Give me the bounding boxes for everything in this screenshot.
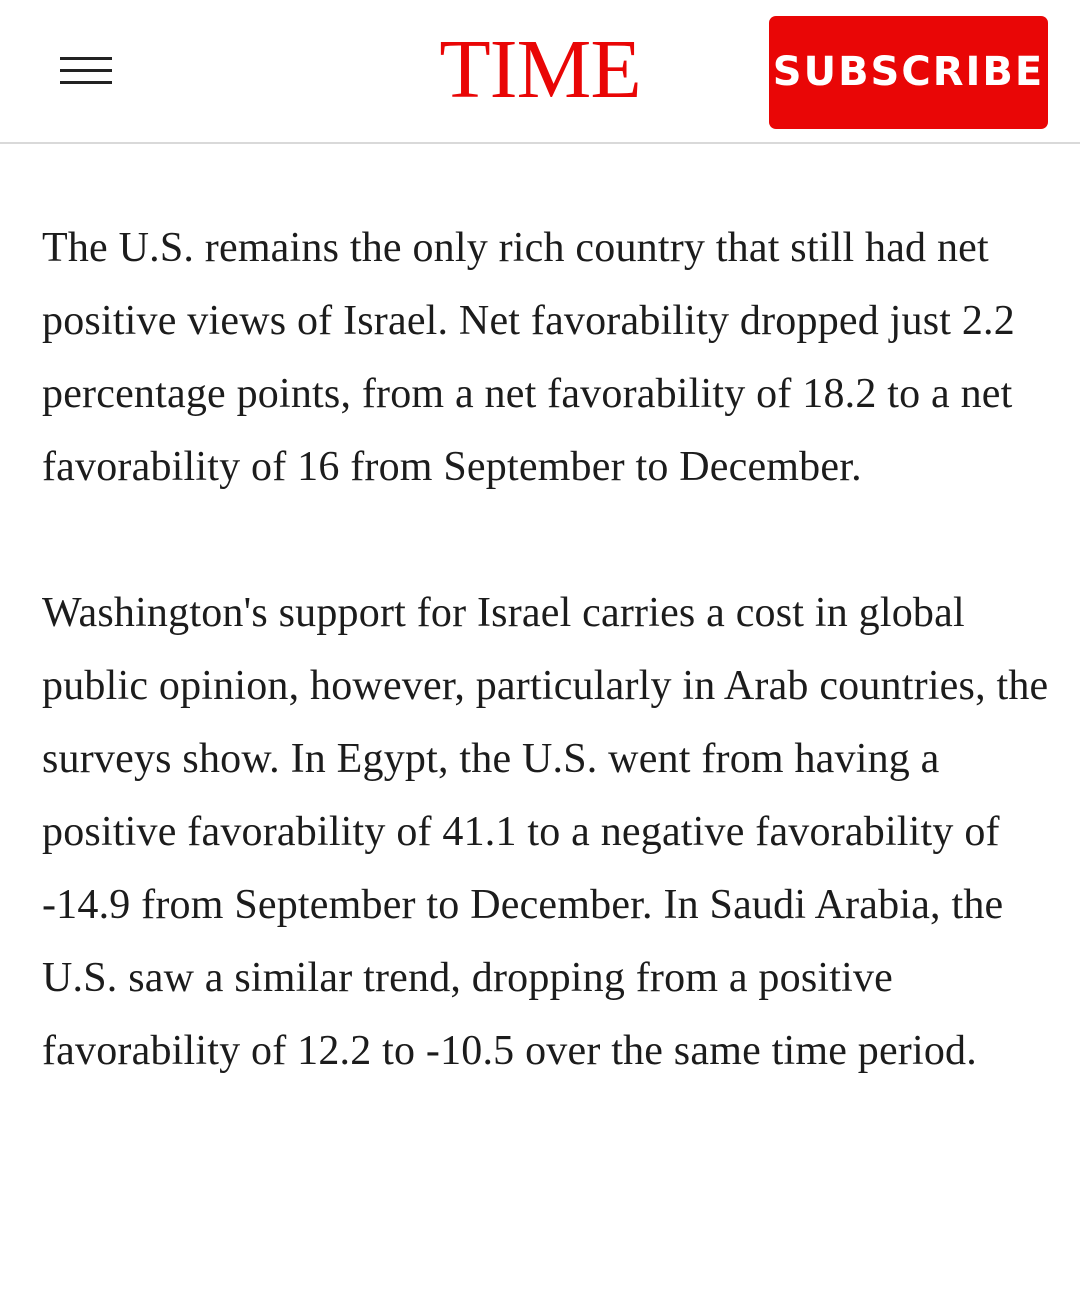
menu-bar — [60, 69, 112, 72]
article-body — [42, 212, 1052, 1088]
article-paragraph: The U.S. remains the only rich country that still had net positive views of Israel. Net favorability dropped just 2.2 percentage points, from a net favorability of 18.2 to a net favorability of 16 from September to December. — [42, 225, 1015, 490]
menu-bar — [60, 81, 112, 84]
menu-bar — [60, 57, 112, 60]
time-logo[interactable]: TIME — [439, 23, 641, 116]
article-paragraph: Washington's support for Israel carries a cost in global public opinion, however, particularly in Arab countries, the surveys show. In Egypt, the U.S. went from having a positive favorability of 41.1 to a negative favorability of -14.9 from September to December. In Saudi Arabia, the U.S. saw a similar trend, dropping from a positive favorability of 12.2 to -10.5 over the same time period. — [42, 590, 1049, 1074]
hamburger-menu-icon[interactable] — [56, 52, 116, 92]
site-header — [0, 0, 1080, 144]
subscribe-button[interactable]: SUBSCRIBE — [769, 16, 1048, 129]
